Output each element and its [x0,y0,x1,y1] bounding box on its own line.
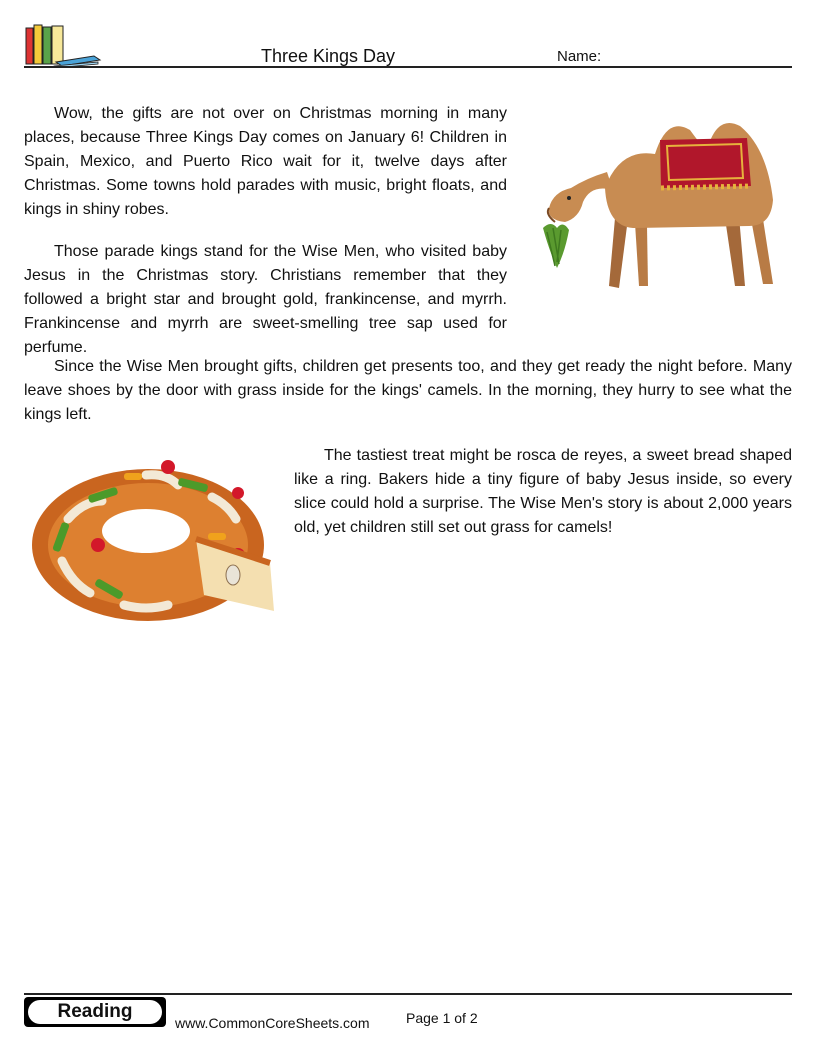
paragraph-1: Wow, the gifts are not over on Christmas morning in many places, because Three Kings Day comes on January 6! Children in Spain, Mexico, and Puerto Rico wait for it, twelve days after Christmas. Some towns hold parades with music, bright floats, and kings in shiny robes. [24,105,507,218]
worksheet-header [24,22,792,70]
worksheet-title: Three Kings Day [261,46,396,66]
paragraph-3: Since the Wise Men brought gifts, children get presents too, and they get ready the night before. Many leave shoes by the door with grass inside for the kings' camels. In the morning, they hurry to see what the kings left. [24,358,792,423]
paragraph-2: Those parade kings stand for the Wise Men, who visited baby Jesus in the Christmas story. Christians remember that they followed a bright star and brought gold, frankincense, and myrrh. Frankincense and myrrh are sweet-smelling tree sap used for perfume. [24,243,507,356]
name-label: Name: [557,48,602,65]
header-divider [24,66,792,68]
worksheet-footer [24,993,792,1033]
subject-badge [24,997,166,1027]
camel-illustration [535,108,785,298]
site-url: www.CommonCoreSheets.com [175,1015,370,1031]
subject-label: Reading [28,1000,162,1024]
footer-divider [24,993,792,995]
books-icon [24,22,104,68]
page-number: Page 1 of 2 [406,1010,478,1026]
paragraph-4: The tastiest treat might be rosca de reyes, a sweet bread shaped like a ring. Bakers hide a tiny figure of baby Jesus inside, so every slice could hold a surprise. The Wise Men's story is about 2,000 years old, yet children still set out grass for camels! [294,447,792,536]
rosca-de-reyes-illustration [28,445,288,625]
